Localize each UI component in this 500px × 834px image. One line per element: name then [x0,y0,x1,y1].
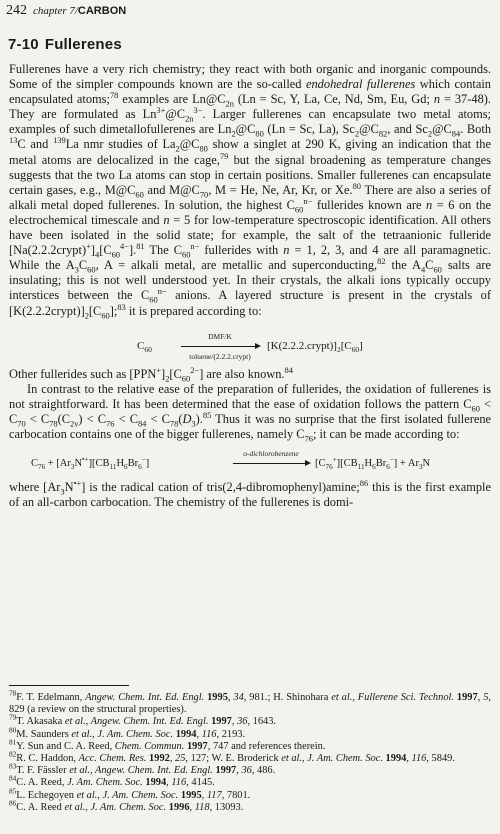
equation-1-reactant: $C_{60}$ [137,339,152,354]
running-head [6,3,126,19]
arrow-line-2 [233,463,309,464]
footnote-rule [9,685,129,686]
body-text [9,62,491,510]
footnote-86: $^{86}$C. A. Reed et al., J. Am. Chem. Soc. 1996, 118, 13093. [9,799,244,813]
equation-1 [9,319,491,367]
footnotes [9,689,491,814]
reaction-conditions-above: DMF/K [208,331,232,341]
equation-1-product: $[K(2.2.2.crypt)]_2[C_{60}]$ [267,339,363,354]
footnote-82: $^{82}$R. C. Haddon, Acc. Chem. Res. 1992, 25, 127; W. E. Broderick et al., J. Am. Chem. Soc. 1994, 116, 5849. [9,750,455,765]
footnote-80: $^{80}$M. Saunders et al., J. Am. Chem. Soc. 1994, 116, 2193. [9,726,246,740]
page-number: 242 [6,3,27,18]
reaction-arrow-2 [233,446,309,466]
paragraph-3: In contrast to the relative ease of the preparation of fullerides, the oxidation of fullerenes is not straightforward. It has been determined that the ease of oxidation follows the pattern $C_{60} < C_{70} < C_{78}(C_{2v}) < C_{76} < C_{84} < C_{78}(D_3).^{85}$ Thus it was no surprise that the first isolated fullerene carbocation contains one of the bigger fullerenes, namely $C_{76}$; it can be made according to: [9,381,492,444]
footnote-ref-82: 82 [377,256,386,267]
footnote-ref-85: 85 [202,409,212,420]
paragraph-1: Fullerenes have a very rich chemistry; they react with both organic and inorganic compounds. Some of the simpler compounds known are the so-called endohedral fullerenes which contain encapsulated atoms;$^{78}$ examples are $Ln@C_{2n}$ (Ln = Sc, Y, La, Ce, Nd, Sm, Eu, Gd; n = 37-48). They are formulated as $Ln^{3+}@C_{2n}^{3-}$. Larger fullerenes can encapsulate two metal atoms; examples of such dimetallofullerenes are $Ln_2@C_{80}$ (Ln = Sc, La), $Sc_2@C_{82}$, and $Sc_2@C_{84}$. Both $^{13}$C and $^{139}$La nmr studies of $La_2@C_{80}$ show a singlet at 290 K, giving an indication that the metal atoms are delocalized in the cage,$^{79}$ but the signal broadening as temperature changes suggests that the two La atoms can stop in certain positions. Smaller fullerenes can encapsulate certain gases, e.g., $M@C_{60}$ and $M@C_{70}$, M = He, Ne, Ar, Kr, or Xe.$^{80}$ There are also a series of alkali metal doped fullerenes. In solution, the highest $C_{60}^{n-}$ fullerides known are n = 6 on the electrochemical timescale and n = 5 for low-temperature spectroscopic identification. All others have been isolated in the solid state; for example, the salt of the tetraanionic fulleride $[Na(2.2.2crypt)^+]_4[C_{60}^{4-}].^{81}$ The $C_{60}^{n-}$ fullerides with n = 1, 2, 3, and 4 are all paramagnetic. While the $A_3C_{60}$, A = alkali metal, are metallic and superconducting,$^{82}$ the $A_4C_{60}$ salts are insulating; this is not well understood yet. In their crystals, the alkali ions typically occupy interstices between the $C_{60}^{n-}$ anions. A layered structure is present in the crystals of $[K(2.2.2crypt)]_2[C_{60}];^{83}$ it is prepared according to: [9,62,492,320]
footnote-78: $^{78}$F. T. Edelmann, Angew. Chem. Int. Ed. Engl. 1995, 34, 981.; H. Shinohara et al., Fullerene Sci. Technol. 1997, 5, 829 (a review on the structural properties). [9,689,491,716]
footnote-81: $^{81}$Y. Sun and C. A. Reed, Chem. Commun. 1997, 747 and references therein. [9,738,326,752]
chapter-label: chapter 7/CARBON [33,5,127,17]
solvent-label: o-dichlorobenzene [243,449,299,459]
footnote-ref-86: 86 [359,477,369,488]
reaction-arrow [181,329,259,364]
reaction-conditions-below: toluene/(2.2.2.crypt) [189,351,251,361]
footnote-ref-84: 84 [284,364,293,375]
footnote-ref-79: 79 [219,150,229,161]
footnote-ref-83: 83 [117,301,126,312]
footnote-ref-81: 81 [136,241,145,251]
section-heading [8,36,122,53]
equation-2-reactants: $C_{76} + [Ar_3N^{•+}][CB_{11}H_6Br_6^-]$ [31,455,150,472]
footnote-79: $^{79}$T. Akasaka et al., Angew. Chem. Int. Ed. Engl. 1997, 36, 1643. [9,713,277,728]
arrow-line [181,346,259,347]
footnote-ref-78: 78 [109,90,119,101]
footnote-83: $^{83}$T. F. Fässler et al., Angew. Chem. Int. Ed. Engl. 1997, 36, 486. [9,762,276,777]
equation-2-products: $[C_{76}^+][CB_{11}H_6Br_6^-] + Ar_3N$ [315,455,431,472]
equation-2 [9,442,491,480]
paragraph-2: Other fullerides such as $[PPN^+]_2[C_{60}^{2-}]$ are also known.$^{84}$ [9,364,293,384]
paragraph-4: where $[Ar_3N^{•+}]$ is the radical cation of tris(2,4-dibromophenyl)amine;$^{86}$ this is the first example of an all-carbon carbocation. The chemistry of the fullerenes is domi- [9,477,491,510]
footnote-84: $^{84}$C. A. Reed, J. Am. Chem. Soc. 1994, 116, 4145. [9,774,215,789]
section-number: 7-10 [8,36,39,53]
section-title: Fullerenes [44,36,122,53]
footnote-85: $^{85}$L. Echegoyen et al., J. Am. Chem. Soc. 1995, 117, 7801. [9,787,251,801]
footnote-ref-80: 80 [352,180,361,191]
